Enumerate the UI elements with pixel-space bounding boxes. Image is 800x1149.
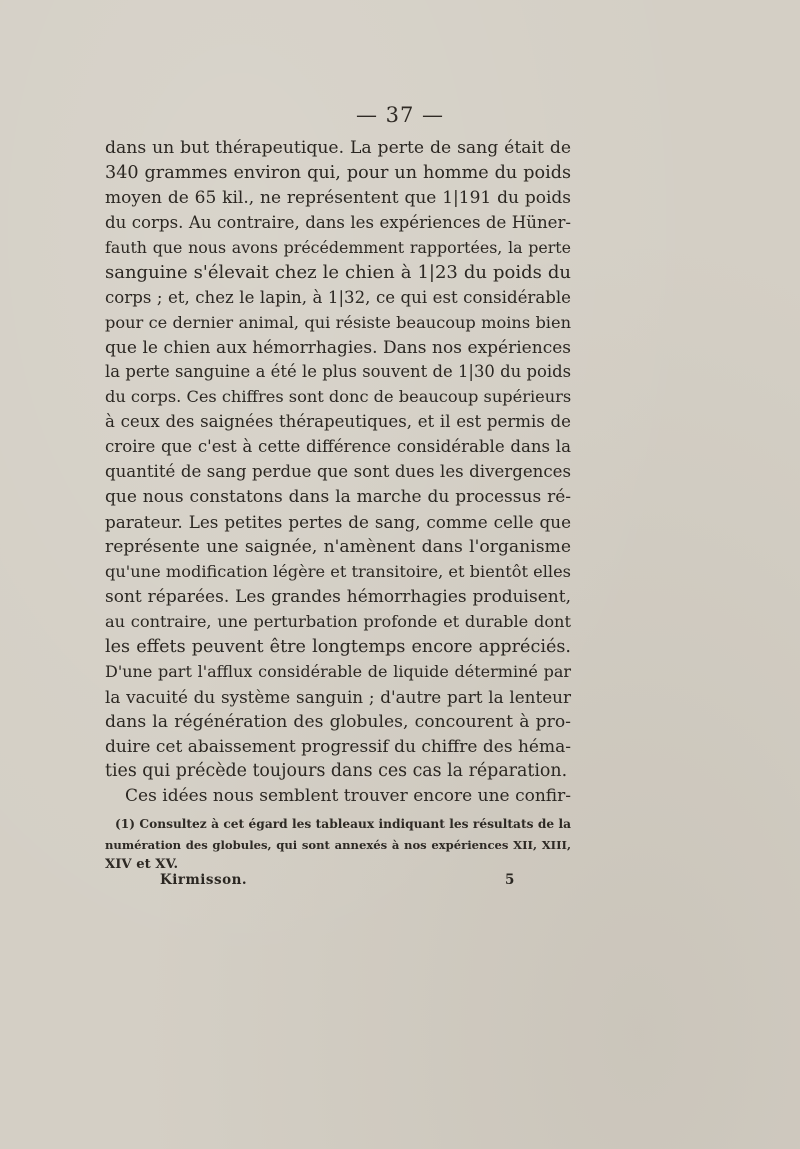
footnote-line: (1) Consultez à cet égard les tableaux indiquant les résultats de la	[115, 817, 571, 831]
text-line: D'une part l'afflux considérable de liquide déterminé par	[105, 661, 571, 681]
signature-author: Kirmisson.	[160, 872, 248, 888]
text-line: à ceux des saignées thérapeutiques, et il est permis de	[105, 412, 571, 432]
text-line: au contraire, une perturbation profonde et durable dont	[105, 611, 571, 631]
text-line: corps ; et, chez le lapin, à 1|32, ce qui est considérable	[105, 287, 571, 307]
text-line: qu'une modification légère et transitoire, et bientôt elles	[105, 561, 571, 581]
signature-number: 5	[505, 872, 515, 888]
text-line: sont réparées. Les grandes hémorrhagies produisent,	[105, 586, 571, 607]
text-line: ties qui précède toujours dans ces cas la réparation.	[105, 761, 568, 782]
page-number: — 37 —	[355, 103, 445, 127]
text-line: moyen de 65 kil., ne représentent que 1|191 du poids	[105, 187, 571, 208]
text-line: du corps. Ces chiffres sont donc de beaucoup supérieurs	[105, 387, 572, 407]
text-line: que le chien aux hémorrhagies. Dans nos expériences	[105, 337, 571, 358]
text-line: dans un but thérapeutique. La perte de sang était de	[105, 138, 571, 158]
text-line: que nous constatons dans la marche du processus ré-	[105, 487, 571, 508]
main-text	[105, 136, 571, 809]
text-line: 340 grammes environ qui, pour un homme du poids	[105, 162, 571, 183]
text-line: duire cet abaissement progressif du chiffre des héma-	[105, 736, 571, 757]
text-line: fauth que nous avons précédemment rapportées, la perte	[105, 237, 571, 257]
footnote-line: numération des globules, qui sont annexés à nos expériences XII, XIII,	[105, 837, 571, 852]
text-line: croire que c'est à cette différence considérable dans la	[105, 437, 571, 457]
text-line: représente une saignée, n'amènent dans l'organisme	[105, 537, 571, 557]
text-line: les effets peuvent être longtemps encore appréciés.	[105, 636, 571, 657]
text-line: pour ce dernier animal, qui résiste beaucoup moins bien	[105, 312, 571, 332]
text-line: sanguine s'élevait chez le chien à 1|23 du poids du	[105, 261, 571, 283]
text-line: quantité de sang perdue que sont dues les divergences	[105, 462, 571, 482]
text-line: du corps. Au contraire, dans les expériences de Hüner-	[105, 212, 571, 232]
printer-signature	[0, 869, 800, 891]
text-line: Ces idées nous semblent trouver encore une confir-	[125, 786, 571, 807]
footnote-line: XIV et XV.	[105, 857, 179, 872]
text-line: dans la régénération des globules, concourent à pro-	[105, 711, 571, 732]
text-line: la vacuité du système sanguin ; d'autre part la lenteur	[105, 686, 571, 707]
text-line: la perte sanguine a été le plus souvent de 1|30 du poids	[105, 362, 571, 382]
footnote	[105, 814, 571, 876]
text-line: parateur. Les petites pertes de sang, comme celle que	[105, 512, 571, 533]
